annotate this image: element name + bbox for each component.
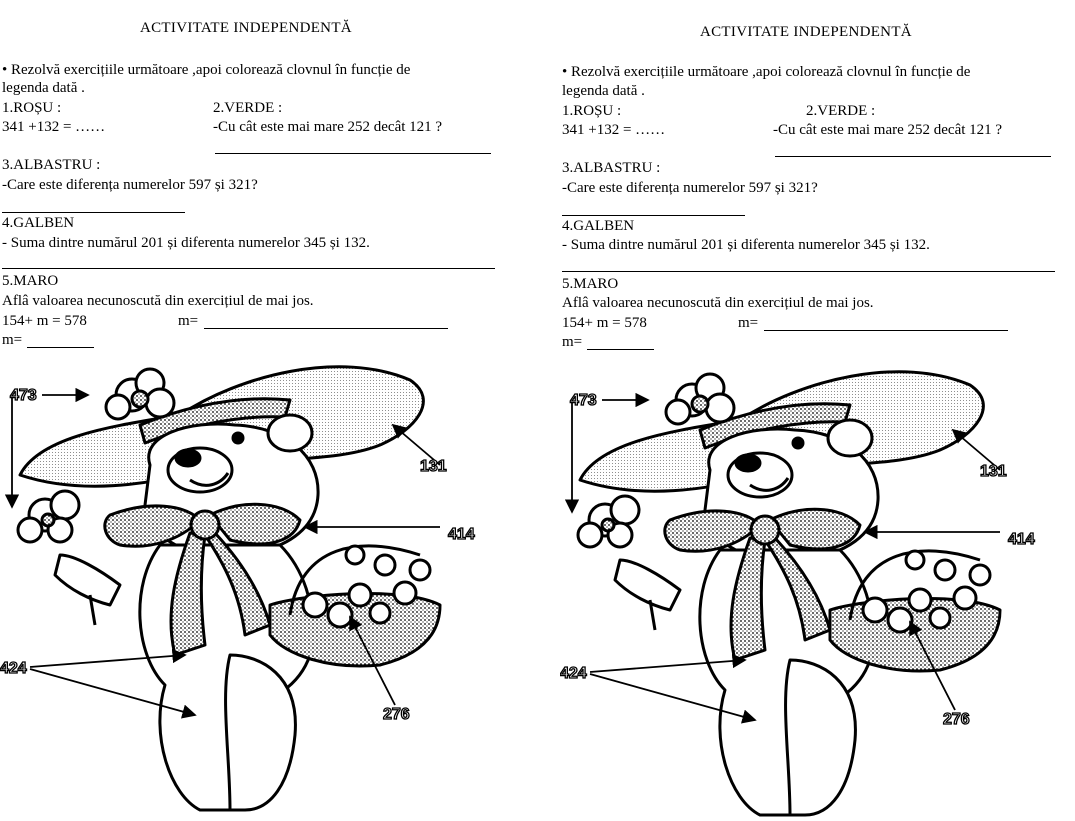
ex5-label: 5.MARO — [2, 273, 59, 289]
worksheet-title: ACTIVITATE INDEPENDENTĂ — [140, 20, 352, 36]
label-276: 276 — [943, 711, 970, 728]
bow-knot — [751, 516, 779, 544]
ex3-label: 3.ALBASTRU : — [562, 160, 661, 176]
ex3-answer-line[interactable] — [562, 215, 745, 216]
ex2-text: -Cu cât este mai mare 252 decât 121 ? — [213, 119, 443, 135]
hand-flower — [18, 491, 79, 542]
ex2-label: 2.VERDE : — [213, 100, 283, 116]
label-424: 424 — [560, 665, 587, 682]
ex4-answer-line[interactable] — [562, 271, 1055, 272]
label-414: 414 — [1008, 531, 1035, 548]
label-131: 131 — [420, 458, 447, 475]
ex3-text: -Care este diferența numerelor 597 și 321? — [2, 177, 258, 193]
bow-knot — [191, 511, 219, 539]
ex2-label: 2.VERDE : — [806, 103, 876, 119]
ex3-text: -Care este diferența numerelor 597 și 321? — [562, 180, 818, 196]
ex3-answer-line[interactable] — [2, 212, 185, 213]
hat-flower — [106, 369, 174, 419]
ex5-label: 5.MARO — [562, 276, 619, 292]
ex5-equation: 154+ m = 578 — [2, 313, 87, 329]
label-424: 424 — [0, 660, 27, 677]
bear-eye — [793, 438, 803, 448]
ex5-text: Aflâ valoarea necunoscută din exercițiul de mai jos. — [562, 295, 874, 311]
ex2-answer-line[interactable] — [215, 153, 491, 154]
ex5-m-label: m= — [178, 313, 199, 329]
label-131: 131 — [980, 463, 1007, 480]
ex5-m-label: m= — [738, 315, 759, 331]
ex2-answer-line[interactable] — [775, 156, 1051, 157]
ex5-answer-label: m= — [2, 332, 23, 348]
ex5-answer-line[interactable] — [587, 349, 654, 350]
bear-coloring-picture — [560, 360, 1075, 821]
ex5-work-line[interactable] — [764, 330, 1008, 331]
ex5-answer-line[interactable] — [27, 347, 94, 348]
hand-flower — [578, 496, 639, 547]
instruction-line-2: legenda dată . — [2, 80, 85, 96]
worksheet-left — [0, 0, 535, 816]
ex1-label: 1.ROȘU : — [2, 100, 62, 116]
ex5-equation: 154+ m = 578 — [562, 315, 647, 331]
label-414: 414 — [448, 526, 475, 543]
bear-nose — [736, 455, 760, 471]
bear-eye — [233, 433, 243, 443]
ex5-work-line[interactable] — [204, 328, 448, 329]
instruction-line-1: • Rezolvă exercițiile următoare ,apoi colorează clovnul în funcție de — [2, 62, 411, 78]
bear-nose — [176, 450, 200, 466]
bear-coloring-picture — [0, 355, 520, 816]
ex1-label: 1.ROȘU : — [562, 103, 622, 119]
ex4-label: 4.GALBEN — [2, 215, 75, 231]
bear-ear — [268, 415, 312, 451]
ex1-text: 341 +132 = …… — [562, 122, 666, 138]
label-473: 473 — [570, 392, 597, 409]
bear-arm — [615, 560, 680, 610]
ex4-label: 4.GALBEN — [562, 218, 635, 234]
instruction-line-2: legenda dată . — [562, 83, 645, 99]
ex4-text: - Suma dintre numărul 201 și diferenta numerelor 345 și 132. — [2, 235, 370, 251]
ex3-label: 3.ALBASTRU : — [2, 157, 101, 173]
ex4-text: - Suma dintre numărul 201 și diferenta numerelor 345 și 132. — [562, 237, 930, 253]
label-473: 473 — [10, 387, 37, 404]
ex4-answer-line[interactable] — [2, 268, 495, 269]
bear-ear — [828, 420, 872, 456]
label-276: 276 — [383, 706, 410, 723]
instruction-line-1: • Rezolvă exercițiile următoare ,apoi colorează clovnul în funcție de — [562, 64, 971, 80]
ex5-text: Aflâ valoarea necunoscută din exercițiul de mai jos. — [2, 293, 314, 309]
ex5-answer-label: m= — [562, 334, 583, 350]
worksheet-right — [560, 0, 1075, 816]
ex1-text: 341 +132 = …… — [2, 119, 106, 135]
ex2-text: -Cu cât este mai mare 252 decât 121 ? — [773, 122, 1003, 138]
worksheet-title: ACTIVITATE INDEPENDENTĂ — [700, 24, 912, 40]
bear-arm — [55, 555, 120, 605]
hat-flower — [666, 374, 734, 424]
